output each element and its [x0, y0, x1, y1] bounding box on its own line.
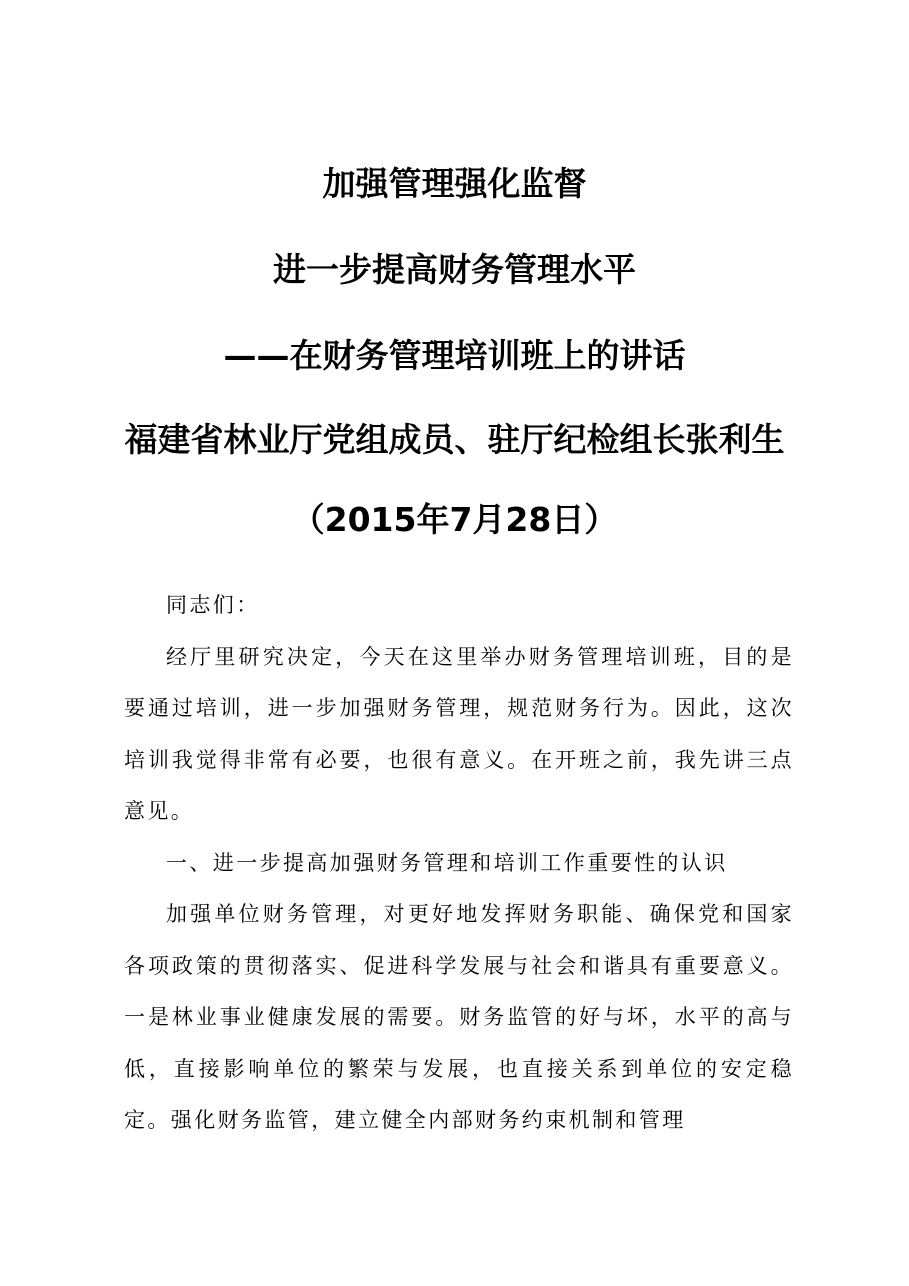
paragraph-section-1: 加强单位财务管理，对更好地发挥财务职能、确保党和国家各项政策的贯彻落实、促进科学发展与社会和谐具有重要意义。一是林业事业健康发展的需要。财务监管的好与坏，水平的高与低，直接影响单位的繁荣与发展，也直接关系到单位的安定稳定。强化财务监管，建立健全内部财务约束机制和管理 [124, 902, 794, 1132]
speaker-line: 福建省林业厅党组成员、驻厅纪检组长张利生 [124, 420, 785, 459]
body-text [124, 580, 794, 1147]
title-line-1: 加强管理强化监督 [322, 164, 587, 203]
paragraph-intro: 经厅里研究决定，今天在这里举办财务管理培训班，目的是要通过培训，进一步加强财务管理，规范财务行为。因此，这次培训我觉得非常有必要，也很有意义。在开班之前，我先讲三点意见。 [124, 644, 794, 823]
section-heading-1: 一、进一步提高加强财务管理和培训工作重要性的认识 [166, 850, 728, 875]
date-line: （2015年7月28日） [291, 500, 618, 539]
title-line-2: 进一步提高财务管理水平 [273, 250, 636, 289]
salutation: 同志们： [166, 593, 260, 617]
subtitle-line: ——在财务管理培训班上的讲话 [223, 336, 686, 375]
